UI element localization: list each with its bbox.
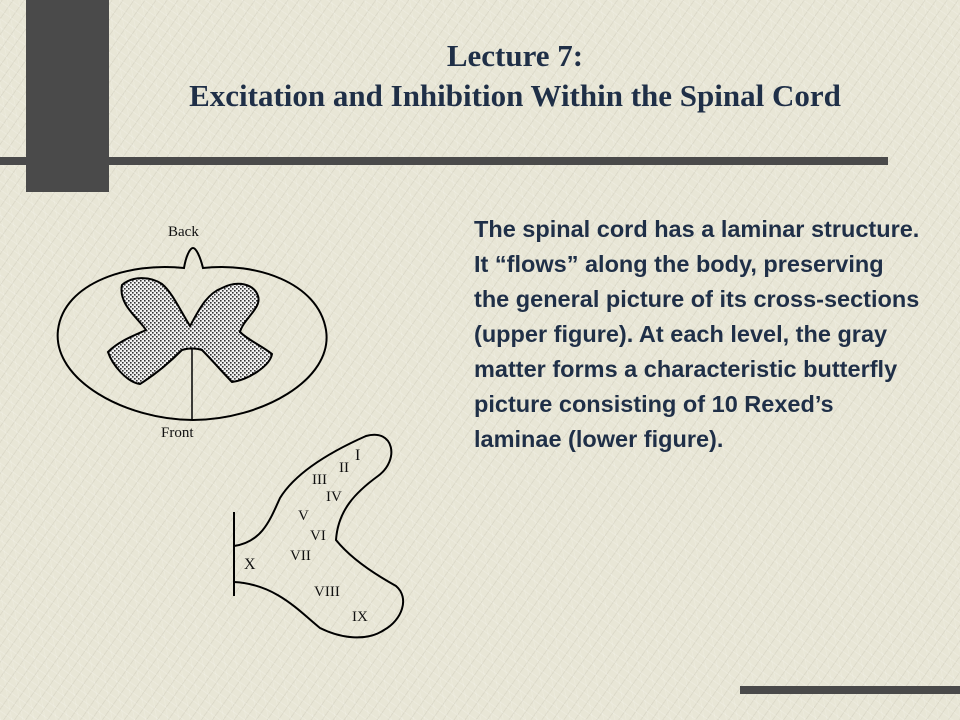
title-line-1: Lecture 7: <box>446 38 584 73</box>
lamina-label-x: X <box>244 556 256 573</box>
label-front: Front <box>161 425 194 441</box>
lamina-label-iv: IV <box>326 489 342 505</box>
lamina-label-ix: IX <box>352 609 368 625</box>
label-back: Back <box>168 224 199 240</box>
lamina-label-vii: VII <box>290 548 311 564</box>
gray-matter-butterfly <box>108 278 272 384</box>
lamina-label-viii: VIII <box>314 584 340 600</box>
title-line-2: Excitation and Inhibition Within the Spinal Cord <box>189 78 841 113</box>
lamina-label-v: V <box>298 508 309 524</box>
lamina-label-vi: VI <box>310 528 326 544</box>
cross-section-figure <box>58 224 327 441</box>
lamina-label-ii: II <box>339 460 349 476</box>
lamina-label-i: I <box>355 447 361 464</box>
lamina-label-iii: III <box>312 472 327 488</box>
slide-body-text: The spinal cord has a laminar structure. It “flows” along the body, preserving the general picture of its cross-sections (upper figure). At each level, the gray matter forms a characteristic butterfly picture consisting of 10 Rexed’s laminae (lower figure). <box>474 216 920 452</box>
rexed-laminae-figure <box>234 435 403 638</box>
